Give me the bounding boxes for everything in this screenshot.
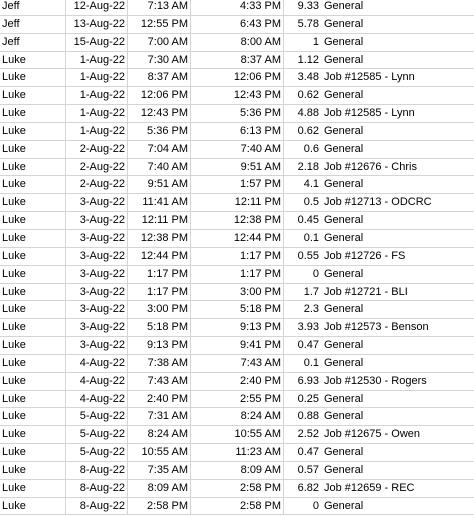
hours-cell[interactable]: 1.7	[303, 285, 319, 298]
hours-cell[interactable]: 5.78	[297, 17, 319, 30]
table-row	[0, 498, 474, 516]
start-time-cell[interactable]: 5:18 PM	[128, 319, 191, 336]
date-cell[interactable]: 3-Aug-22	[66, 248, 128, 265]
hours-cell[interactable]: 1	[312, 35, 319, 48]
description-cell[interactable]: Job #12573 - Benson	[324, 321, 429, 334]
hours-cell[interactable]: 1.12	[297, 53, 319, 66]
description-cell[interactable]: Job #12585 - Lynn	[324, 71, 415, 84]
employee-cell[interactable]: Luke	[0, 123, 66, 140]
employee-cell[interactable]: Luke	[0, 52, 66, 69]
start-time-cell[interactable]: 12:38 PM	[128, 230, 191, 247]
table-row	[0, 408, 474, 426]
employee-cell[interactable]: Luke	[0, 176, 66, 193]
employee-cell[interactable]: Luke	[0, 284, 66, 301]
table-row	[0, 212, 474, 230]
description-cell[interactable]: General	[324, 53, 364, 66]
end-time-cell[interactable]: 8:09 AM	[191, 462, 284, 479]
employee-cell[interactable]: Luke	[0, 462, 66, 479]
hours-cell[interactable]: 0.1	[303, 231, 319, 244]
hours-cell[interactable]: 9.33	[297, 0, 319, 12]
start-time-cell[interactable]: 8:09 AM	[128, 480, 191, 497]
date-cell[interactable]: 5-Aug-22	[66, 426, 128, 443]
description-cell[interactable]: Job #12676 - Chris	[324, 160, 417, 173]
hours-cell[interactable]: 0.45	[297, 214, 319, 227]
hours-cell[interactable]: 2.18	[297, 160, 319, 173]
date-cell[interactable]: 3-Aug-22	[66, 301, 128, 318]
hours-cell[interactable]: 0.62	[297, 124, 319, 137]
date-cell[interactable]: 1-Aug-22	[66, 69, 128, 86]
date-cell[interactable]: 8-Aug-22	[66, 462, 128, 479]
start-time-cell[interactable]: 12:06 PM	[128, 87, 191, 104]
end-time-cell[interactable]: 1:17 PM	[191, 248, 284, 265]
table-row	[0, 444, 474, 462]
table-row	[0, 266, 474, 284]
end-time-cell[interactable]: 1:17 PM	[191, 266, 284, 283]
description-cell[interactable]: General	[324, 463, 364, 476]
hours-cell[interactable]: 2.52	[297, 428, 319, 441]
start-time-cell[interactable]: 10:55 AM	[128, 444, 191, 461]
hours-cell[interactable]: 0.88	[297, 410, 319, 423]
end-time-cell[interactable]: 12:06 PM	[191, 69, 284, 86]
start-time-cell[interactable]: 12:11 PM	[128, 212, 191, 229]
table-row	[0, 319, 474, 337]
hours-cell[interactable]: 3.93	[297, 321, 319, 334]
description-cell[interactable]: General	[324, 214, 364, 227]
employee-cell[interactable]: Luke	[0, 248, 66, 265]
date-cell[interactable]: 3-Aug-22	[66, 266, 128, 283]
end-time-cell[interactable]: 2:58 PM	[191, 480, 284, 497]
employee-cell[interactable]: Jeff	[0, 0, 66, 15]
end-time-cell[interactable]: 3:00 PM	[191, 284, 284, 301]
start-time-cell[interactable]: 7:43 AM	[128, 373, 191, 390]
start-time-cell[interactable]: 11:41 AM	[128, 194, 191, 211]
table-row	[0, 87, 474, 105]
date-cell[interactable]: 1-Aug-22	[66, 123, 128, 140]
table-row	[0, 426, 474, 444]
date-cell[interactable]: 3-Aug-22	[66, 230, 128, 247]
table-row	[0, 248, 474, 266]
hours-cell[interactable]: 3.48	[297, 71, 319, 84]
start-time-cell[interactable]: 12:44 PM	[128, 248, 191, 265]
date-cell[interactable]: 8-Aug-22	[66, 480, 128, 497]
hours-cell[interactable]: 0.57	[297, 463, 319, 476]
end-time-cell[interactable]: 8:24 AM	[191, 408, 284, 425]
end-time-cell[interactable]: 2:40 PM	[191, 373, 284, 390]
date-cell[interactable]: 2-Aug-22	[66, 176, 128, 193]
description-cell[interactable]: General	[324, 499, 364, 512]
employee-cell[interactable]: Luke	[0, 373, 66, 390]
table-row	[0, 337, 474, 355]
start-time-cell[interactable]: 8:37 AM	[128, 69, 191, 86]
hours-cell[interactable]: 0.6	[303, 142, 319, 155]
start-time-cell[interactable]: 12:55 PM	[128, 16, 191, 33]
hours-cell[interactable]: 0.47	[297, 446, 319, 459]
hours-cell[interactable]: 6.93	[297, 374, 319, 387]
employee-cell[interactable]: Luke	[0, 301, 66, 318]
date-cell[interactable]: 3-Aug-22	[66, 284, 128, 301]
start-time-cell[interactable]: 2:40 PM	[128, 391, 191, 408]
description-cell[interactable]: General	[324, 410, 364, 423]
table-row	[0, 159, 474, 177]
table-row	[0, 141, 474, 159]
table-row	[0, 69, 474, 87]
end-time-cell[interactable]: 8:37 AM	[191, 52, 284, 69]
date-cell[interactable]: 3-Aug-22	[66, 337, 128, 354]
start-time-cell[interactable]: 3:00 PM	[128, 301, 191, 318]
end-time-cell[interactable]: 2:58 PM	[191, 498, 284, 515]
start-time-cell[interactable]: 7:13 AM	[128, 0, 191, 15]
description-cell[interactable]: General	[324, 392, 364, 405]
end-time-cell[interactable]: 4:33 PM	[191, 0, 284, 15]
employee-cell[interactable]: Luke	[0, 408, 66, 425]
end-time-cell[interactable]: 12:11 PM	[191, 194, 284, 211]
employee-cell[interactable]: Jeff	[0, 16, 66, 33]
description-cell[interactable]: General	[324, 303, 364, 316]
employee-cell[interactable]: Luke	[0, 230, 66, 247]
start-time-cell[interactable]: 2:58 PM	[128, 498, 191, 515]
end-time-cell[interactable]: 12:43 PM	[191, 87, 284, 104]
hours-cell[interactable]: 0.5	[303, 196, 319, 209]
employee-cell[interactable]: Luke	[0, 105, 66, 122]
description-cell[interactable]: General	[324, 35, 364, 48]
table-row	[0, 0, 474, 16]
table-row	[0, 34, 474, 52]
start-time-cell[interactable]: 7:04 AM	[128, 141, 191, 158]
hours-cell[interactable]: 4.88	[297, 107, 319, 120]
description-cell[interactable]: General	[324, 231, 364, 244]
date-cell[interactable]: 5-Aug-22	[66, 444, 128, 461]
employee-cell[interactable]: Luke	[0, 319, 66, 336]
start-time-cell[interactable]: 7:38 AM	[128, 355, 191, 372]
start-time-cell[interactable]: 7:00 AM	[128, 34, 191, 51]
description-cell[interactable]: Job #12585 - Lynn	[324, 107, 415, 120]
date-cell[interactable]: 3-Aug-22	[66, 194, 128, 211]
description-cell[interactable]: General	[324, 17, 364, 30]
date-cell[interactable]: 3-Aug-22	[66, 212, 128, 229]
table-row	[0, 176, 474, 194]
start-time-cell[interactable]: 12:43 PM	[128, 105, 191, 122]
description-cell[interactable]: General	[324, 124, 364, 137]
start-time-cell[interactable]: 5:36 PM	[128, 123, 191, 140]
table-row	[0, 480, 474, 498]
employee-cell[interactable]: Luke	[0, 212, 66, 229]
start-time-cell[interactable]: 8:24 AM	[128, 426, 191, 443]
table-row	[0, 355, 474, 373]
date-cell[interactable]: 13-Aug-22	[66, 16, 128, 33]
end-time-cell[interactable]: 2:55 PM	[191, 391, 284, 408]
end-time-cell[interactable]: 5:36 PM	[191, 105, 284, 122]
date-cell[interactable]: 4-Aug-22	[66, 391, 128, 408]
employee-cell[interactable]: Luke	[0, 69, 66, 86]
end-time-cell[interactable]: 9:41 PM	[191, 337, 284, 354]
description-cell[interactable]: General	[324, 178, 364, 191]
start-time-cell[interactable]: 7:30 AM	[128, 52, 191, 69]
description-cell[interactable]: Job #12659 - REC	[324, 481, 415, 494]
end-time-cell[interactable]: 6:13 PM	[191, 123, 284, 140]
start-time-cell[interactable]: 7:31 AM	[128, 408, 191, 425]
hours-cell[interactable]: 4.1	[303, 178, 319, 191]
description-cell[interactable]: General	[324, 339, 364, 352]
description-cell[interactable]: General	[324, 0, 364, 12]
table-row	[0, 462, 474, 480]
end-time-cell[interactable]: 7:43 AM	[191, 355, 284, 372]
table-row	[0, 123, 474, 141]
hours-cell[interactable]: 0.25	[297, 392, 319, 405]
table-row	[0, 373, 474, 391]
description-cell[interactable]: General	[324, 142, 364, 155]
employee-cell[interactable]: Luke	[0, 480, 66, 497]
description-cell[interactable]: General	[324, 446, 364, 459]
table-row	[0, 230, 474, 248]
end-time-cell[interactable]: 12:38 PM	[191, 212, 284, 229]
employee-cell[interactable]: Luke	[0, 426, 66, 443]
hours-cell[interactable]: 0.47	[297, 339, 319, 352]
employee-cell[interactable]: Luke	[0, 87, 66, 104]
hours-cell[interactable]: 0.55	[297, 249, 319, 262]
description-cell[interactable]: General	[324, 89, 364, 102]
description-cell[interactable]: Job #12713 - ODCRC	[324, 196, 432, 209]
description-cell[interactable]: General	[324, 356, 364, 369]
employee-cell[interactable]: Jeff	[0, 34, 66, 51]
end-time-cell[interactable]: 9:13 PM	[191, 319, 284, 336]
date-cell[interactable]: 1-Aug-22	[66, 52, 128, 69]
end-time-cell[interactable]: 12:44 PM	[191, 230, 284, 247]
start-time-cell[interactable]: 1:17 PM	[128, 266, 191, 283]
employee-cell[interactable]: Luke	[0, 194, 66, 211]
hours-cell[interactable]: 0.1	[303, 356, 319, 369]
description-cell[interactable]: Job #12721 - BLI	[324, 285, 408, 298]
start-time-cell[interactable]: 1:17 PM	[128, 284, 191, 301]
start-time-cell[interactable]: 7:35 AM	[128, 462, 191, 479]
date-cell[interactable]: 15-Aug-22	[66, 34, 128, 51]
start-time-cell[interactable]: 7:40 AM	[128, 159, 191, 176]
end-time-cell[interactable]: 9:51 AM	[191, 159, 284, 176]
employee-cell[interactable]: Luke	[0, 444, 66, 461]
description-cell[interactable]: General	[324, 267, 364, 280]
hours-cell[interactable]: 0	[312, 499, 319, 512]
table-row	[0, 105, 474, 123]
end-time-cell[interactable]: 10:55 AM	[191, 426, 284, 443]
date-cell[interactable]: 5-Aug-22	[66, 408, 128, 425]
date-cell[interactable]: 8-Aug-22	[66, 498, 128, 515]
employee-cell[interactable]: Luke	[0, 159, 66, 176]
table-row	[0, 194, 474, 212]
end-time-cell[interactable]: 5:18 PM	[191, 301, 284, 318]
table-row	[0, 52, 474, 70]
date-cell[interactable]: 1-Aug-22	[66, 87, 128, 104]
date-cell[interactable]: 2-Aug-22	[66, 159, 128, 176]
table-row	[0, 284, 474, 302]
date-cell[interactable]: 12-Aug-22	[66, 0, 128, 15]
start-time-cell[interactable]: 9:13 PM	[128, 337, 191, 354]
end-time-cell[interactable]: 7:40 AM	[191, 141, 284, 158]
date-cell[interactable]: 4-Aug-22	[66, 355, 128, 372]
table-row	[0, 301, 474, 319]
hours-cell[interactable]: 0	[312, 267, 319, 280]
start-time-cell[interactable]: 9:51 AM	[128, 176, 191, 193]
description-cell[interactable]: Job #12675 - Owen	[324, 428, 421, 441]
date-cell[interactable]: 1-Aug-22	[66, 105, 128, 122]
hours-cell[interactable]: 0.62	[297, 89, 319, 102]
employee-cell[interactable]: Luke	[0, 355, 66, 372]
hours-cell[interactable]: 6.82	[297, 481, 319, 494]
end-time-cell[interactable]: 6:43 PM	[191, 16, 284, 33]
table-row	[0, 16, 474, 34]
end-time-cell[interactable]: 11:23 AM	[191, 444, 284, 461]
hours-cell[interactable]: 2.3	[303, 303, 319, 316]
description-cell[interactable]: Job #12530 - Rogers	[324, 374, 427, 387]
employee-cell[interactable]: Luke	[0, 141, 66, 158]
end-time-cell[interactable]: 8:00 AM	[191, 34, 284, 51]
date-cell[interactable]: 2-Aug-22	[66, 141, 128, 158]
date-cell[interactable]: 4-Aug-22	[66, 373, 128, 390]
employee-cell[interactable]: Luke	[0, 337, 66, 354]
employee-cell[interactable]: Luke	[0, 498, 66, 515]
employee-cell[interactable]: Luke	[0, 266, 66, 283]
table-row	[0, 391, 474, 409]
end-time-cell[interactable]: 1:57 PM	[191, 176, 284, 193]
description-cell[interactable]: Job #12726 - FS	[324, 249, 406, 262]
date-cell[interactable]: 3-Aug-22	[66, 319, 128, 336]
employee-cell[interactable]: Luke	[0, 391, 66, 408]
